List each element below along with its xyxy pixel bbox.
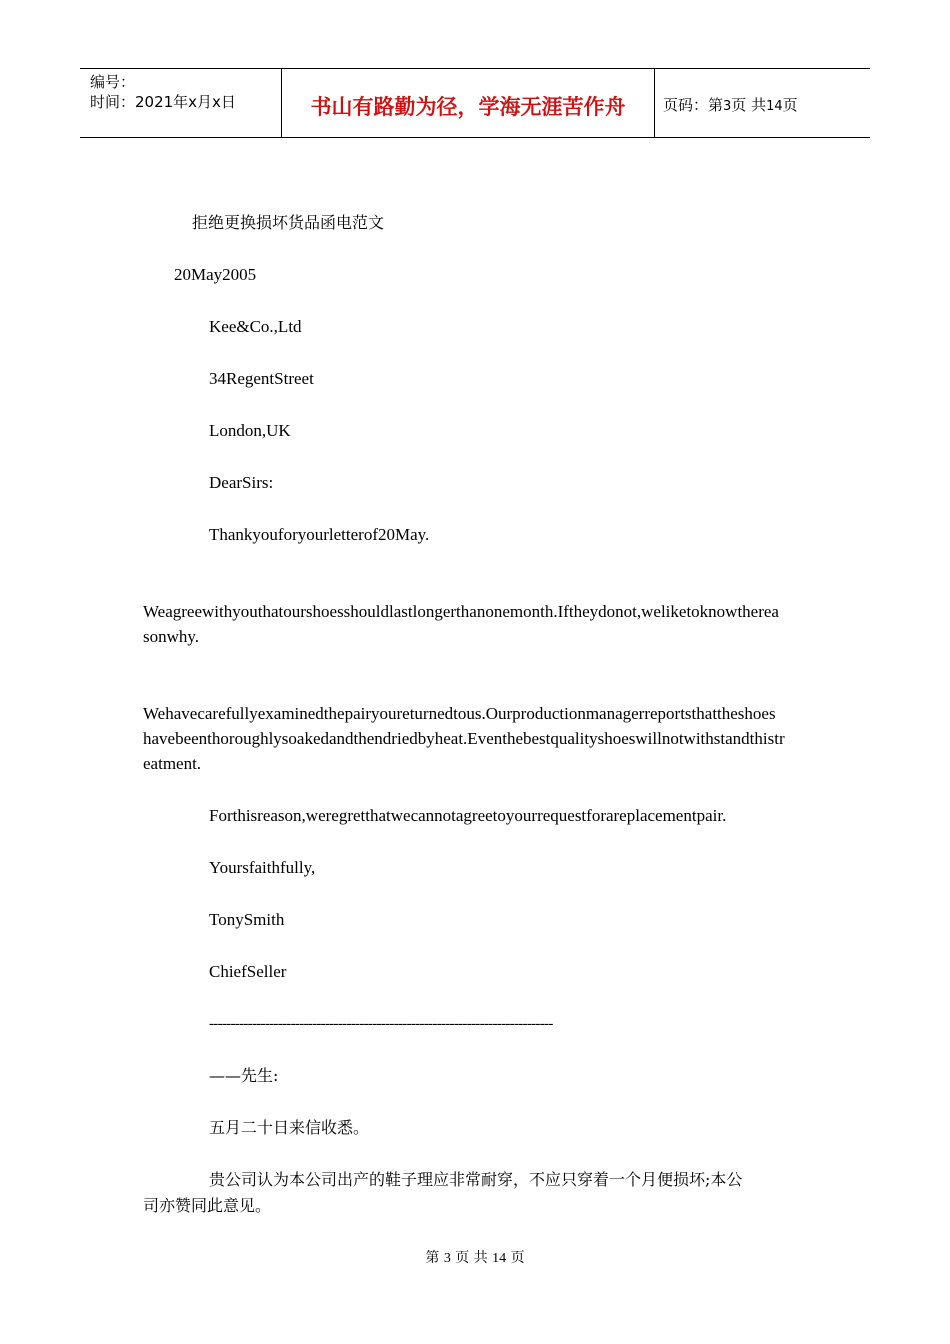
section-separator: -------------------------------------------------------------------------------- [209, 1016, 553, 1032]
paragraph-examined-line-1: Wehavecarefullyexaminedthepairyoureturnedtous.Ourproductionmanagerreportsthattheshoes [143, 704, 776, 723]
header-page-cell [655, 69, 870, 137]
paragraph-thanks: Thankyouforyourletterof20May. [209, 525, 430, 544]
page-code-total: 14 [766, 99, 783, 114]
paragraph-examined-line-2: havebeenthoroughlysoakedandthendriedbyheat.Eventhebestqualityshoeswillnotwithstandthistr [143, 729, 785, 748]
page-footer [0, 1247, 950, 1267]
header-meta-cell [80, 69, 282, 137]
recipient-company: Kee&Co.,Ltd [209, 317, 302, 336]
paragraph-agree-line-1: Weagreewithyouthatourshoesshouldlastlongerthanonemonth.Iftheydonot,weliketoknowtherea [143, 602, 779, 621]
document-title: 拒绝更换损坏货品函电范文 [192, 213, 385, 232]
cn-paragraph-2-line-2: 司亦赞同此意见。 [143, 1196, 272, 1215]
recipient-street: 34RegentStreet [209, 369, 314, 388]
footer-mid: 页 共 [455, 1250, 488, 1266]
page-header [80, 68, 870, 138]
page-code-current: 3 [723, 99, 732, 114]
page-code-prefix: 页码：第 [663, 96, 724, 114]
letter-date: 20May2005 [174, 265, 257, 284]
footer-total-pages: 14 [492, 1251, 507, 1266]
paragraph-agree-line-2: sonwhy. [143, 627, 200, 646]
letter-closing: Yoursfaithfully, [209, 858, 316, 877]
signer-title: ChiefSeller [209, 962, 287, 981]
page-code-mid: 页 共 [731, 96, 767, 114]
cn-paragraph-2-line-1: 贵公司认为本公司出产的鞋子理应非常耐穿，不应只穿着一个月便损坏;本公 [209, 1170, 743, 1189]
paragraph-examined-line-3: eatment. [143, 754, 202, 773]
cn-paragraph-1: 五月二十日来信收悉。 [209, 1118, 370, 1137]
footer-suffix: 页 [510, 1250, 525, 1266]
footer-current-page: 3 [443, 1251, 451, 1266]
cn-salutation: ——先生: [209, 1066, 279, 1085]
letter-salutation: DearSirs: [209, 473, 274, 492]
paragraph-refusal: Forthisreason,weregretthatwecannotagreetoyourrequestforareplacementpair. [209, 806, 727, 825]
header-page-code [663, 94, 798, 115]
header-motto: 书山有路勤为径，学海无涯苦作舟 [310, 95, 626, 119]
footer-prefix: 第 [425, 1250, 440, 1266]
document-time-label: 时间：2021年x月x日 [90, 93, 236, 111]
page-code-suffix: 页 [782, 96, 798, 114]
document-number-label: 编号： [90, 73, 136, 91]
recipient-city: London,UK [209, 421, 291, 440]
header-motto-cell [282, 69, 655, 137]
signer-name: TonySmith [209, 910, 285, 929]
